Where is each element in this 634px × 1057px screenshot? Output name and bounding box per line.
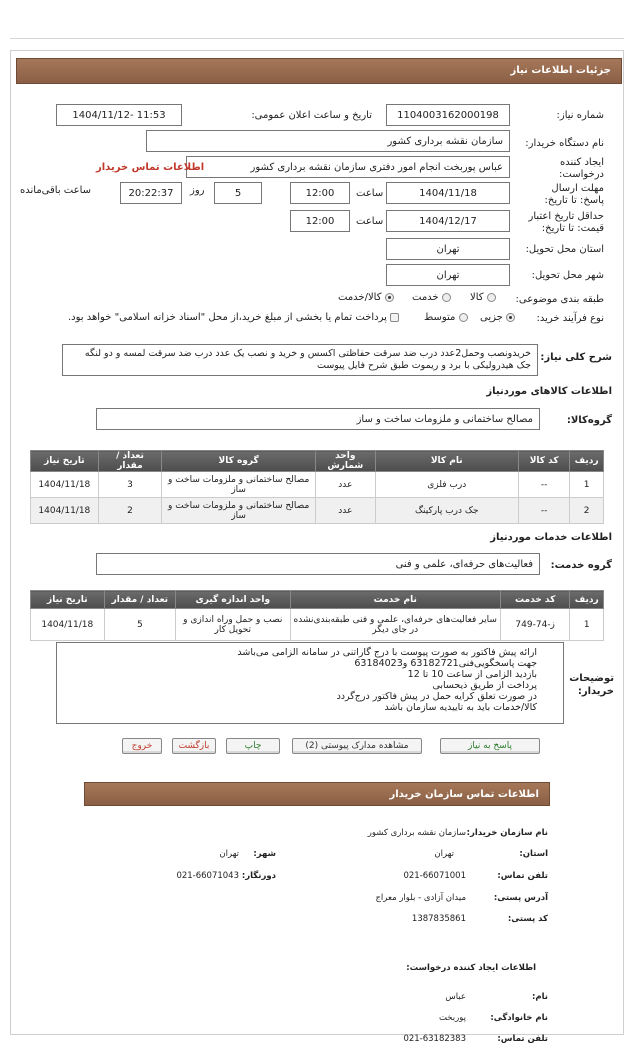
delivery-city-label: شهر محل تحویل: bbox=[531, 270, 604, 281]
table-row bbox=[31, 498, 604, 524]
summary-label: شرح کلی نیاز: bbox=[540, 352, 612, 363]
treasury-payment-option[interactable]: پرداخت تمام یا بخشی از مبلغ خرید،از محل "اسناد خزانه اسلامی" خواهد بود. bbox=[68, 312, 399, 323]
page-title: جزئیات اطلاعات نیاز bbox=[16, 58, 622, 84]
requester-phone-label: تلفن تماس: bbox=[497, 1034, 548, 1044]
price-validity-date-field: 1404/12/17 bbox=[386, 210, 510, 232]
table-row bbox=[31, 472, 604, 498]
cell-name: سایر فعالیت‌های حرفه‌ای، علمی و فنی طبقه‌بندی‌نشده در جای دیگر bbox=[290, 609, 500, 641]
cell-quantity: 5 bbox=[104, 609, 176, 641]
reply-deadline-label: مهلت ارسال پاسخ: تا تاریخ: bbox=[544, 183, 604, 206]
cell-row: 1 bbox=[570, 609, 604, 641]
col-service-name: نام خدمت bbox=[290, 591, 500, 609]
cell-quantity: 2 bbox=[98, 498, 162, 524]
cell-name: درب فلزی bbox=[375, 472, 519, 498]
goods-table-header bbox=[31, 451, 604, 472]
top-divider bbox=[10, 38, 624, 39]
requester-name-label: نام: bbox=[531, 992, 548, 1002]
exit-button[interactable]: خروج bbox=[122, 738, 162, 754]
note-line: کالا/خدمات باید به تاییدیه سازمان باشد bbox=[384, 702, 537, 713]
cell-name: جک درب پارکینگ bbox=[375, 498, 519, 524]
cell-date: 1404/11/18 bbox=[31, 498, 99, 524]
cell-row: 2 bbox=[570, 498, 604, 524]
col-row: ردیف bbox=[570, 451, 604, 472]
back-button[interactable]: بازگشت bbox=[172, 738, 216, 754]
contact-city-value: تهران bbox=[219, 849, 239, 859]
contact-province-value: تهران bbox=[434, 849, 454, 859]
services-table bbox=[30, 590, 604, 641]
cell-unit: نصب و حمل وراه اندازی و تحویل کار bbox=[176, 609, 290, 641]
cell-unit: عدد bbox=[316, 472, 375, 498]
buyer-notes-label: توضیحات خریدار: bbox=[569, 673, 614, 697]
requester-name-value: عباس bbox=[445, 992, 466, 1002]
services-section-title: اطلاعات خدمات مورد‌نیاز bbox=[490, 532, 612, 543]
contact-province-label: استان: bbox=[519, 849, 548, 859]
col-measure-unit: واحد اندازه گیری bbox=[176, 591, 290, 609]
buyer-contact-link[interactable]: اطلاعات تماس خریدار bbox=[96, 162, 205, 173]
col-quantity: تعداد / مقدار bbox=[104, 591, 176, 609]
requester-info-title: اطلاعات ایجاد کننده درخواست: bbox=[406, 963, 536, 973]
service-group-field: فعالیت‌های حرفه‌ای، علمی و فنی bbox=[96, 553, 540, 575]
goods-section-title: اطلاعات کالاهای مورد‌نیاز bbox=[486, 386, 612, 397]
contact-buyer-org-value: سازمان نقشه برداری کشور bbox=[367, 828, 466, 838]
requester-family-label: نام خانوادگی: bbox=[490, 1013, 548, 1023]
reply-date-field: 1404/11/18 bbox=[386, 182, 510, 204]
contact-phone-value: 021-66071001 bbox=[403, 871, 466, 881]
cell-code: -- bbox=[519, 498, 570, 524]
radio-service[interactable] bbox=[442, 293, 451, 302]
delivery-city-field: تهران bbox=[386, 264, 510, 286]
category-label: طبقه بندی موضوعی: bbox=[515, 294, 604, 305]
contact-address-label: آدرس پستی: bbox=[493, 893, 548, 903]
radio-goods[interactable] bbox=[487, 293, 496, 302]
buyer-notes-box bbox=[56, 642, 564, 724]
contact-postal-value: 1387835861 bbox=[411, 914, 466, 924]
buyer-org-label: نام دستگاه خریدار: bbox=[525, 138, 604, 149]
goods-table bbox=[30, 450, 604, 524]
summary-field: خریدونصب وحمل2عدد درب ضد سرقت حفاظتی اکسس و خرید و نصب یک عدد درب ضد سرقت لمسه و دو لنگه جک هیدرولیکی با برد و ریموت طبق شرح فایل پیوست bbox=[62, 344, 538, 376]
buyer-org-field: سازمان نقشه برداری کشور bbox=[146, 130, 510, 152]
note-line: جهت پاسخگویی‌فنی63182721 و63184023 bbox=[354, 658, 537, 669]
process-type-label: نوع فرآیند خرید: bbox=[536, 313, 604, 324]
contact-section-title: اطلاعات تماس سازمان خریدار bbox=[84, 782, 550, 806]
services-table-header bbox=[31, 591, 604, 609]
col-goods-name: نام کالا bbox=[375, 451, 519, 472]
radio-minor[interactable] bbox=[506, 313, 515, 322]
process-option-medium[interactable]: متوسط bbox=[424, 312, 468, 323]
radio-medium[interactable] bbox=[459, 313, 468, 322]
cell-row: 1 bbox=[570, 472, 604, 498]
table-row bbox=[31, 609, 604, 641]
col-need-date: تاریخ نیاز bbox=[31, 451, 99, 472]
announce-datetime-field: 1404/11/12- 11:53 bbox=[56, 104, 182, 126]
goods-group-field: مصالح ساختمانی و ملزومات ساخت و ساز bbox=[96, 408, 540, 430]
col-need-date: تاریخ نیاز bbox=[31, 591, 105, 609]
remaining-label: ساعت باقی‌مانده bbox=[20, 185, 92, 196]
price-validity-time-label: ساعت bbox=[356, 216, 384, 227]
cell-group: مصالح ساختمانی و ملزومات ساخت و ساز bbox=[162, 472, 316, 498]
col-goods-code: کد کالا bbox=[519, 451, 570, 472]
announce-datetime-label: تاریخ و ساعت اعلان عمومی: bbox=[251, 110, 372, 121]
col-quantity: تعداد / مقدار bbox=[98, 451, 162, 472]
reply-time-label: ساعت bbox=[356, 188, 384, 199]
col-unit: واحد شمارش bbox=[316, 451, 375, 472]
days-label: روز bbox=[190, 185, 205, 196]
cell-date: 1404/11/18 bbox=[31, 472, 99, 498]
note-line: پرداخت از طریق ذیحسابی bbox=[432, 680, 537, 691]
cell-group: مصالح ساختمانی و ملزومات ساخت و ساز bbox=[162, 498, 316, 524]
requester-phone-value: 021-63182383 bbox=[403, 1034, 466, 1044]
col-goods-group: گروه کالا bbox=[162, 451, 316, 472]
need-number-field: 1104003162000198 bbox=[386, 104, 510, 126]
delivery-province-field: تهران bbox=[386, 238, 510, 260]
contact-fax-label: دورنگار: bbox=[241, 871, 276, 881]
reply-button[interactable]: پاسخ به نیاز bbox=[440, 738, 540, 754]
treasury-checkbox[interactable] bbox=[390, 313, 399, 322]
price-validity-label: حداقل تاریخ اعتبار قیمت: تا تاریخ: bbox=[528, 211, 604, 234]
remaining-time-field: 20:22:37 bbox=[120, 182, 182, 204]
contact-address-value: میدان آزادی - بلوار معراج bbox=[375, 893, 466, 903]
requester-label: ایجاد کننده درخواست: bbox=[559, 157, 604, 180]
note-line: بازدید الزامی از ساعت 10 تا 12 bbox=[407, 669, 537, 680]
service-group-label: گروه خدمت: bbox=[550, 560, 612, 571]
category-option-goods-service[interactable]: کالا/خدمت bbox=[338, 292, 394, 303]
cell-unit: عدد bbox=[316, 498, 375, 524]
cell-code: ز-74-749 bbox=[500, 609, 569, 641]
requester-family-value: پوربخت bbox=[438, 1013, 466, 1023]
col-service-code: کد خدمت bbox=[500, 591, 569, 609]
contact-phone-label: تلفن تماس: bbox=[497, 871, 548, 881]
cell-quantity: 3 bbox=[98, 472, 162, 498]
contact-buyer-org-label: نام سازمان خریدار: bbox=[466, 828, 548, 838]
view-attachments-button[interactable]: مشاهده مدارک پیوستی (2) bbox=[292, 738, 422, 754]
reply-time-field: 12:00 bbox=[290, 182, 350, 204]
note-line: در صورت تعلق کرایه حمل در پیش فاکتور درج‌گردد bbox=[336, 691, 537, 702]
need-number-label: شماره نیاز: bbox=[556, 110, 604, 121]
radio-goods-service[interactable] bbox=[385, 293, 394, 302]
print-button[interactable]: چاپ bbox=[226, 738, 280, 754]
contact-postal-label: کد پستی: bbox=[507, 914, 548, 924]
cell-date: 1404/11/18 bbox=[31, 609, 105, 641]
contact-city-label: شهر: bbox=[253, 849, 276, 859]
goods-group-label: گروه‌کالا: bbox=[566, 415, 612, 426]
price-validity-time-field: 12:00 bbox=[290, 210, 350, 232]
category-option-service[interactable]: خدمت bbox=[412, 292, 451, 303]
requester-field: عباس پوربخت انجام امور دفتری سازمان نقشه برداری کشور bbox=[186, 156, 510, 178]
cell-code: -- bbox=[519, 472, 570, 498]
contact-fax-value: 021-66071043 bbox=[176, 871, 239, 881]
delivery-province-label: استان محل تحویل: bbox=[525, 244, 604, 255]
category-option-goods[interactable]: کالا bbox=[470, 292, 496, 303]
process-option-minor[interactable]: جزیی bbox=[480, 312, 515, 323]
col-row: ردیف bbox=[570, 591, 604, 609]
reply-days-field: 5 bbox=[214, 182, 262, 204]
note-line: ارائه پیش فاکتور به صورت پیوست با درج گاراتنی در سامانه الزامی می‌باشد bbox=[237, 647, 537, 658]
